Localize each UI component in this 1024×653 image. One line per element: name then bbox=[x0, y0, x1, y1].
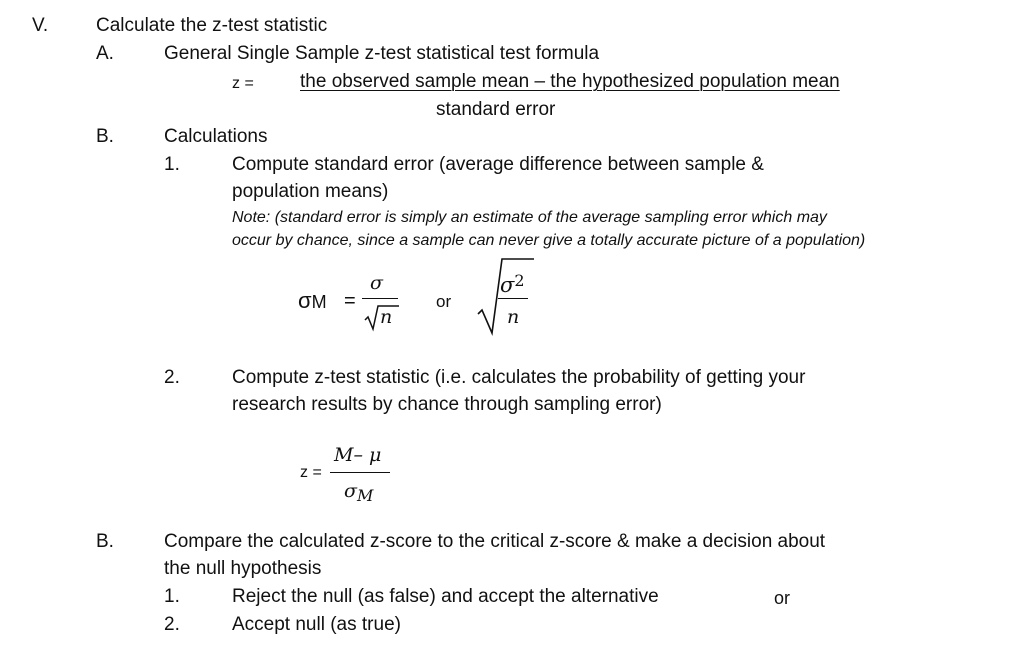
se-equals: = bbox=[344, 290, 356, 312]
sigma-m-sigma: σ bbox=[298, 288, 312, 313]
section-title: Calculate the z-test statistic bbox=[96, 15, 328, 36]
z-den-sigma: σ bbox=[344, 480, 357, 502]
part-c-label: B. bbox=[96, 531, 114, 552]
part-a-title: General Single Sample z-test statistical test formula bbox=[164, 43, 600, 64]
decision-option-1-text: Reject the null (as false) and accept the alternative bbox=[232, 586, 659, 607]
z-formula-z-eq: z = bbox=[300, 464, 322, 481]
frac2-sigma: σ bbox=[500, 273, 515, 297]
step1-line2: population means) bbox=[232, 181, 389, 202]
frac2-superscript: 2 bbox=[514, 271, 525, 290]
frac1-denominator-n: n bbox=[380, 306, 393, 328]
part-b-title: Calculations bbox=[164, 126, 268, 147]
z-formula-numerator: M– μ bbox=[334, 444, 382, 466]
decision-or: or bbox=[774, 588, 791, 608]
frac2-numerator bbox=[500, 270, 525, 296]
sigma-m-subscript: M bbox=[311, 292, 327, 312]
step1-note-line2: occur by chance, since a sample can never give a totally accurate picture of a population) bbox=[232, 232, 866, 249]
part-b-label: B. bbox=[96, 126, 114, 147]
step2-line1: Compute z-test statistic (i.e. calculates the probability of getting your bbox=[232, 367, 806, 388]
frac1-bar bbox=[362, 298, 398, 299]
section-number: V. bbox=[32, 15, 49, 36]
step2-line2: research results by chance through sampling error) bbox=[232, 394, 662, 415]
frac1-numerator: σ bbox=[370, 272, 383, 294]
z-formula-bar bbox=[330, 472, 390, 473]
decision-option-1-number: 1. bbox=[164, 586, 180, 607]
general-formula-z-eq: z = bbox=[232, 75, 254, 92]
step1-line1: Compute standard error (average difference between sample & bbox=[232, 154, 764, 175]
step1-number: 1. bbox=[164, 154, 180, 175]
part-c-line2: the null hypothesis bbox=[164, 558, 322, 579]
step1-note-line1: Note: (standard error is simply an estimate of the average sampling error which may bbox=[232, 209, 827, 226]
sigma-m-symbol bbox=[298, 290, 327, 313]
se-or: or bbox=[436, 292, 452, 311]
step2-number: 2. bbox=[164, 367, 180, 388]
part-a-label: A. bbox=[96, 43, 114, 64]
general-formula-numerator: the observed sample mean – the hypothesized population mean bbox=[300, 71, 840, 92]
part-c-line1: Compare the calculated z-score to the critical z-score & make a decision about bbox=[164, 531, 826, 552]
frac2-denominator-n: n bbox=[507, 306, 520, 328]
z-formula-denominator bbox=[344, 480, 373, 507]
decision-option-2-text: Accept null (as true) bbox=[232, 614, 401, 635]
general-formula-denominator: standard error bbox=[436, 99, 556, 120]
z-den-subscript: M bbox=[356, 486, 374, 505]
frac2-bar bbox=[498, 298, 528, 299]
decision-option-2-number: 2. bbox=[164, 614, 180, 635]
